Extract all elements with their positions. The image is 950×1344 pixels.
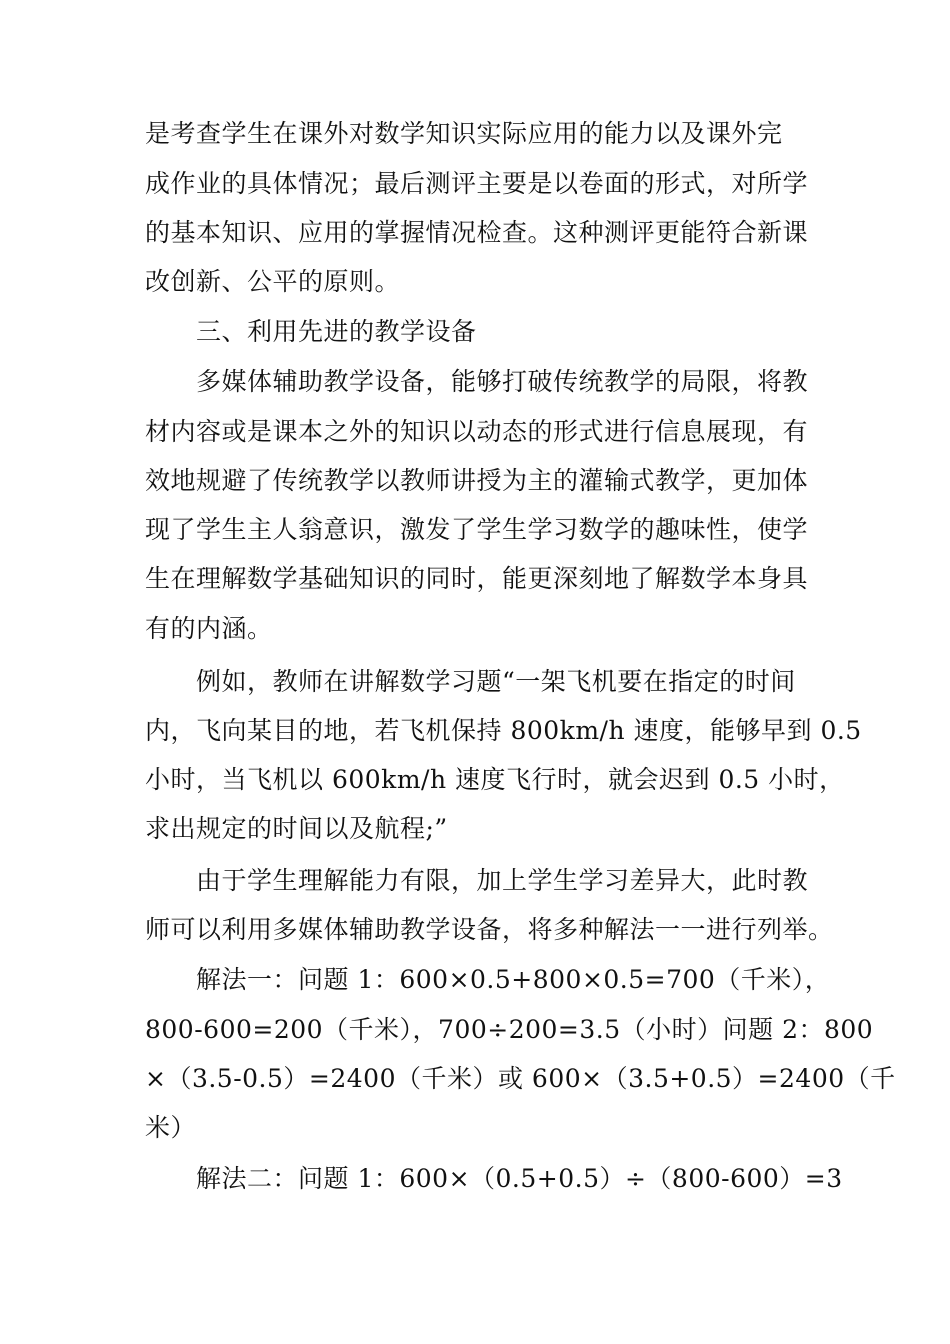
text-line: ×（3.5-0.5）=2400（千米）或 600×（3.5+0.5）=2400（千 bbox=[145, 1064, 896, 1093]
text-line: 多媒体辅助教学设备，能够打破传统教学的局限，将教 bbox=[196, 367, 809, 396]
section-heading: 三、利用先进的教学设备 bbox=[196, 317, 477, 346]
text-line: 有的内涵。 bbox=[145, 614, 273, 643]
text-line: 生在理解数学基础知识的同时，能更深刻地了解数学本身具 bbox=[145, 564, 809, 593]
text-line: 米） bbox=[145, 1113, 197, 1142]
text-line: 例如，教师在讲解数学习题“一架飞机要在指定的时间 bbox=[196, 667, 796, 696]
text-line: 现了学生主人翁意识，激发了学生学习数学的趣味性，使学 bbox=[145, 515, 809, 544]
text-line: 解法二：问题 1：600×（0.5+0.5）÷（800-600）=3 bbox=[196, 1164, 843, 1193]
text-line: 的基本知识、应用的掌握情况检查。这种测评更能符合新课 bbox=[145, 218, 809, 247]
text-line: 小时，当飞机以 600km/h 速度飞行时，就会迟到 0.5 小时， bbox=[145, 765, 845, 794]
text-line: 成作业的具体情况；最后测评主要是以卷面的形式，对所学 bbox=[145, 169, 809, 198]
text-line: 改创新、公平的原则。 bbox=[145, 267, 401, 296]
text-line: 800-600=200（千米），700÷200=3.5（小时）问题 2：800 bbox=[145, 1015, 874, 1044]
text-line: 是考查学生在课外对数学知识实际应用的能力以及课外完 bbox=[145, 119, 783, 148]
text-line: 内，飞向某目的地，若飞机保持 800km/h 速度，能够早到 0.5 bbox=[145, 716, 862, 745]
text-line: 材内容或是课本之外的知识以动态的形式进行信息展现，有 bbox=[145, 417, 809, 446]
text-line: 由于学生理解能力有限，加上学生学习差异大，此时教 bbox=[196, 866, 809, 895]
text-line: 解法一：问题 1：600×0.5+800×0.5=700（千米）， bbox=[196, 965, 831, 994]
text-line: 效地规避了传统教学以教师讲授为主的灌输式教学，更加体 bbox=[145, 466, 809, 495]
text-line: 求出规定的时间以及航程;” bbox=[145, 814, 448, 843]
text-line: 师可以利用多媒体辅助教学设备，将多种解法一一进行列举。 bbox=[145, 915, 834, 944]
